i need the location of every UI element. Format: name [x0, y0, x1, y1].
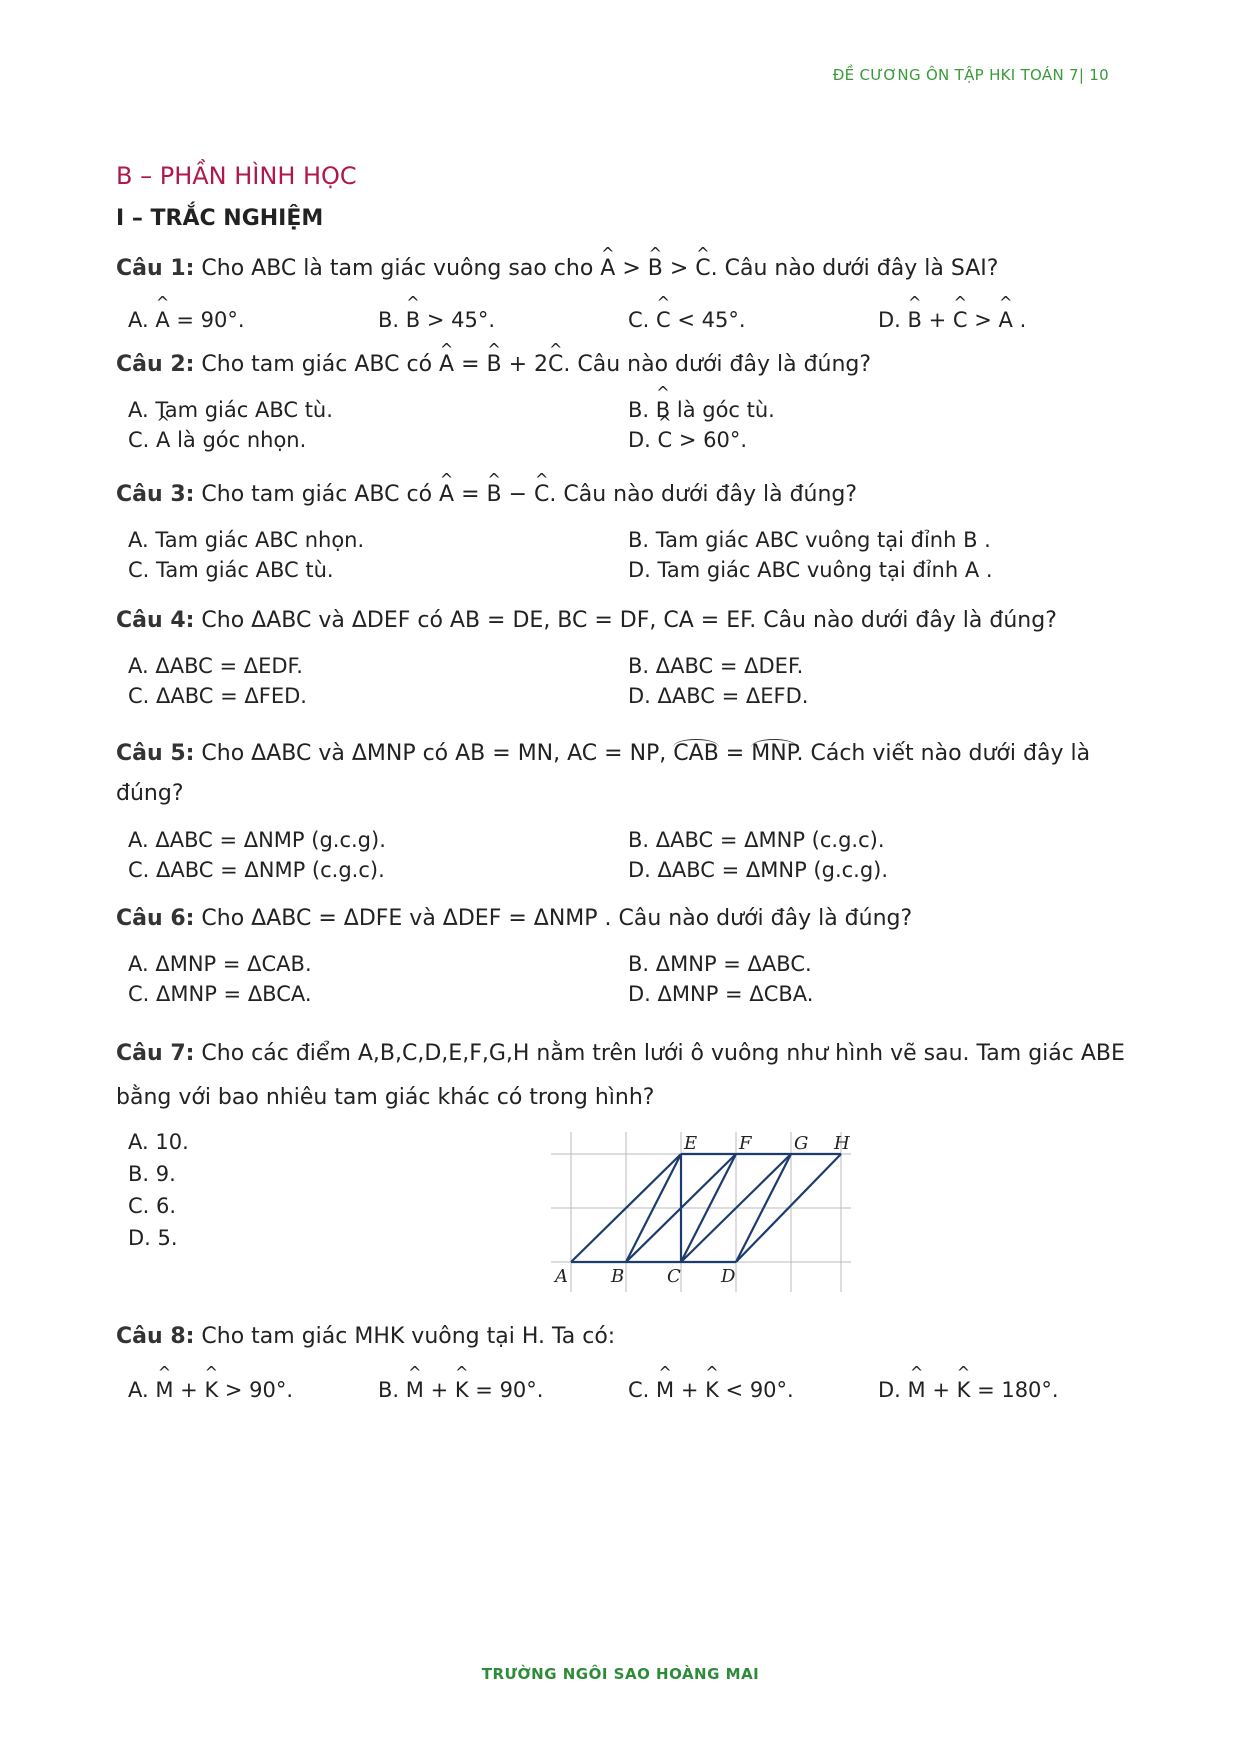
point-label-c: C: [667, 1266, 681, 1287]
option-d[interactable]: D. ΔMNP = ΔCBA.: [628, 982, 814, 1006]
option-d[interactable]: D. ΔABC = ΔMNP (g.c.g).: [628, 858, 889, 882]
question-label: Câu 4:: [116, 608, 195, 633]
option-d[interactable]: D. ^ C > 60°.: [628, 428, 1128, 452]
question-6: [116, 904, 1126, 1032]
option-c[interactable]: C. ^ M + ^ K < 90°.: [628, 1378, 878, 1402]
option-b[interactable]: B. ΔABC = ΔMNP (c.g.c).: [628, 828, 885, 852]
question-7: [116, 1032, 1126, 1322]
options: [116, 398, 1126, 452]
page-header: ĐỀ CƯƠNG ÔN TẬP HKI TOÁN 7| 10: [832, 66, 1109, 84]
option-b[interactable]: B. ^ M + ^ K = 90°.: [378, 1378, 628, 1402]
option-a[interactable]: A. ΔABC = ΔEDF.: [128, 654, 303, 678]
section-title: B – PHẦN HÌNH HỌC: [116, 162, 357, 190]
option-a[interactable]: A. ^ A = 90°.: [128, 308, 378, 332]
question-label: Câu 2:: [116, 352, 195, 377]
question-body: Cho ΔABC và ΔMNP có AB = MN, AC = NP, CAB = MNP. Cách viết nào dưới đây là đúng?: [116, 741, 1091, 806]
option-a[interactable]: A. 10.: [128, 1130, 189, 1154]
question-4: [116, 606, 1126, 734]
options: [116, 1378, 1126, 1402]
question-body: Cho các điểm A,B,C,D,E,F,G,H nằm trên lưới ô vuông như hình vẽ sau. Tam giác ABE bằng với bao nhiêu tam giác khác có trong hình?: [116, 1041, 1125, 1110]
option-a[interactable]: A. Tam giác ABC nhọn.: [128, 528, 365, 552]
option-a[interactable]: A. Tam giác ABC tù.: [128, 398, 333, 422]
options: [116, 828, 1126, 882]
question-7-body: [116, 1120, 1126, 1310]
question-8: [116, 1322, 1126, 1402]
option-d[interactable]: D. ^ M + ^ K = 180°.: [878, 1378, 1138, 1402]
option-a[interactable]: A. ΔMNP = ΔCAB.: [128, 952, 312, 976]
option-c[interactable]: C. Tam giác ABC tù.: [128, 558, 334, 582]
option-d[interactable]: D. ΔABC = ΔEFD.: [628, 684, 809, 708]
question-text: [116, 480, 1126, 510]
option-a[interactable]: A. ΔABC = ΔNMP (g.c.g).: [128, 828, 386, 852]
question-text: [116, 904, 1126, 934]
question-text: [116, 350, 1126, 380]
option-d[interactable]: D. Tam giác ABC vuông tại đỉnh A .: [628, 558, 993, 582]
option-c[interactable]: C. ΔMNP = ΔBCA.: [128, 982, 312, 1006]
option-c[interactable]: C. ΔABC = ΔNMP (c.g.c).: [128, 858, 385, 882]
option-d[interactable]: D. ^ B + ^ C > ^ A .: [878, 308, 1138, 332]
question-body: Cho ΔABC = ΔDFE và ΔDEF = ΔNMP . Câu nào dưới đây là đúng?: [201, 906, 913, 931]
question-text: [116, 606, 1126, 636]
grid-lines: [551, 1132, 851, 1292]
page-footer: TRƯỜNG NGÔI SAO HOÀNG MAI: [481, 1665, 760, 1683]
question-1: [116, 254, 1126, 350]
question-text: [116, 254, 1126, 284]
options: [116, 528, 1126, 582]
question-body: Cho ABC là tam giác vuông sao cho ^ A > ^ B > ^ C. Câu nào dưới đây là SAI?: [201, 256, 998, 281]
option-b[interactable]: B. ^ B là góc tù.: [628, 398, 1128, 422]
question-5: [116, 734, 1126, 904]
option-b[interactable]: B. Tam giác ABC vuông tại đỉnh B .: [628, 528, 991, 552]
question-body: Cho tam giác ABC có ^ A = ^ B − ^ C. Câu nào dưới đây là đúng?: [201, 482, 857, 507]
point-label-f: F: [739, 1133, 752, 1154]
question-text: [116, 1322, 1126, 1352]
question-2: [116, 350, 1126, 480]
point-label-a: A: [555, 1266, 568, 1287]
question-body: Cho ΔABC và ΔDEF có AB = DE, BC = DF, CA = EF. Câu nào dưới đây là đúng?: [201, 608, 1057, 633]
option-b[interactable]: B. ^ B > 45°.: [378, 308, 628, 332]
option-c[interactable]: C. ΔABC = ΔFED.: [128, 684, 307, 708]
option-a[interactable]: A. ^ M + ^ K > 90°.: [128, 1378, 378, 1402]
question-label: Câu 6:: [116, 906, 195, 931]
question-label: Câu 5:: [116, 741, 195, 766]
point-label-b: B: [611, 1266, 625, 1287]
question-text: [116, 1032, 1126, 1120]
option-b[interactable]: B. 9.: [128, 1162, 176, 1186]
question-label: Câu 1:: [116, 256, 195, 281]
point-label-h: H: [834, 1133, 850, 1154]
option-d[interactable]: D. 5.: [128, 1226, 178, 1250]
grid-figure: [551, 1132, 851, 1302]
option-c[interactable]: C. ^ C < 45°.: [628, 308, 878, 332]
point-label-g: G: [794, 1133, 809, 1154]
question-body: Cho tam giác ABC có ^ A = ^ B + 2^ C. Câu nào dưới đây là đúng?: [201, 352, 871, 377]
option-b[interactable]: B. ΔABC = ΔDEF.: [628, 654, 804, 678]
option-b[interactable]: B. ΔMNP = ΔABC.: [628, 952, 812, 976]
option-c[interactable]: C. 6.: [128, 1194, 177, 1218]
question-label: Câu 7:: [116, 1041, 195, 1066]
question-body: Cho tam giác MHK vuông tại H. Ta có:: [201, 1324, 616, 1349]
question-label: Câu 3:: [116, 482, 195, 507]
options: [116, 654, 1126, 708]
point-label-e: E: [684, 1133, 698, 1154]
question-text: [116, 734, 1126, 814]
subsection-title: I – TRẮC NGHIỆM: [116, 206, 324, 231]
question-label: Câu 8:: [116, 1324, 195, 1349]
options: [116, 952, 1126, 1006]
question-3: [116, 480, 1126, 606]
option-c[interactable]: C. ^ A là góc nhọn.: [128, 428, 628, 452]
page-content: [116, 162, 1126, 1402]
options: [116, 308, 1126, 332]
point-label-d: D: [721, 1266, 736, 1287]
